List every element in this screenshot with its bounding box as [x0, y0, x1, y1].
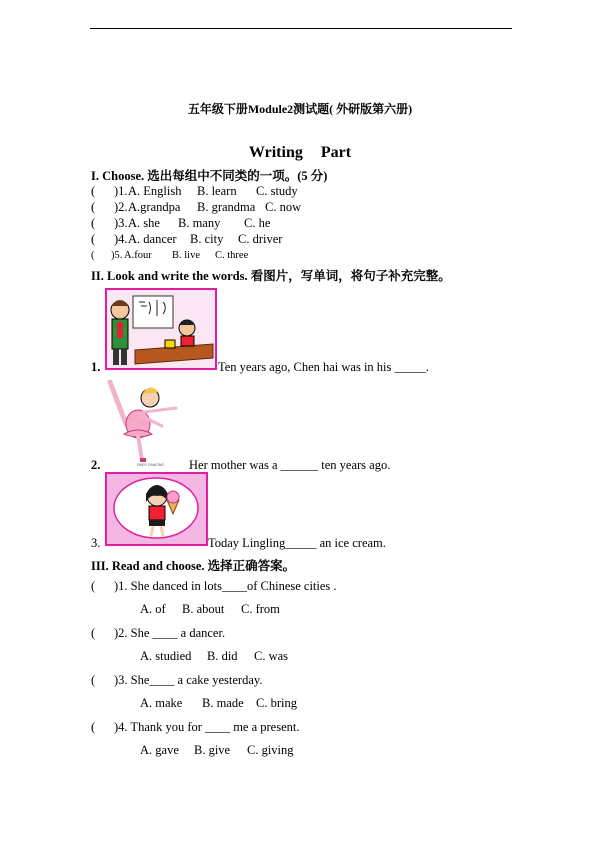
option-c: C. three — [215, 250, 249, 261]
question-text: Ten years ago, Chen hai was in his _____. — [218, 360, 429, 374]
option-a: A. she — [128, 216, 160, 230]
option-b: B. many — [178, 216, 221, 230]
question-number: 3. — [91, 536, 101, 550]
answer-paren: ( — [91, 626, 96, 640]
option-b: B. learn — [197, 184, 237, 198]
question-number: )3. — [114, 216, 128, 230]
option-a: A.four — [124, 250, 152, 261]
part-title: Writing Part — [248, 144, 352, 161]
answer-paren: ( — [91, 579, 96, 593]
answer-paren: ( — [91, 232, 96, 246]
answer-paren: ( — [91, 200, 96, 214]
option-a: A. studied — [140, 649, 192, 663]
option-a: A. make — [140, 696, 183, 710]
section2-heading: II. Look and write the words. 看图片，写单词，将句子补充完整。 — [91, 269, 451, 283]
option-a: A.grandpa — [128, 200, 181, 214]
option-c: C. giving — [247, 743, 294, 757]
option-b: B. about — [182, 602, 225, 616]
ice-cream-picture — [105, 472, 208, 546]
option-b: B. live — [172, 250, 200, 261]
question-stem: )1. She danced in lots____of Chinese cities . — [114, 579, 337, 593]
option-c: C. bring — [256, 696, 297, 710]
question-stem: )2. She ____ a dancer. — [114, 626, 226, 640]
document-title: 五年级下册Module2测试题( 外研版第六册) — [187, 102, 413, 116]
question-stem: )4. Thank you for ____ me a present. — [114, 720, 300, 734]
option-a: A. dancer — [128, 232, 177, 246]
answer-paren: ( — [91, 184, 96, 198]
option-c: C. was — [254, 649, 289, 663]
question-number: )1. — [114, 184, 128, 198]
option-a: A. of — [140, 602, 166, 616]
option-a: A. gave — [140, 743, 179, 757]
section1-heading: I. Choose. 选出每组中不同类的一项。(5 分) — [91, 169, 328, 183]
section3-heading: III. Read and choose. 选择正确答案。 — [91, 559, 296, 573]
option-c: C. driver — [238, 232, 283, 246]
question-number: 2. — [91, 458, 101, 472]
question-number: )5. — [111, 250, 123, 261]
top-rule — [90, 28, 512, 29]
option-b: B. city — [190, 232, 224, 246]
question-number: 1. — [91, 360, 101, 374]
dancer-picture — [104, 376, 188, 468]
question-text: Her mother was a ______ ten years ago. — [189, 458, 391, 472]
classroom-picture — [105, 288, 217, 370]
option-b: B. did — [207, 649, 238, 663]
answer-paren: ( — [91, 216, 96, 230]
dancer-caption: FAIRY DANCING — [137, 463, 165, 467]
answer-paren: ( — [91, 720, 96, 734]
question-number: )4. — [114, 232, 128, 246]
option-a: A. English — [128, 184, 182, 198]
option-c: C. from — [241, 602, 280, 616]
question-text: Today Lingling_____ an ice cream. — [208, 536, 386, 550]
option-c: C. now — [265, 200, 302, 214]
option-b: B. give — [194, 743, 231, 757]
option-b: B. grandma — [197, 200, 256, 214]
option-c: C. study — [256, 184, 298, 198]
answer-paren: ( — [91, 250, 95, 261]
option-b: B. made — [202, 696, 244, 710]
option-c: C. he — [244, 216, 271, 230]
question-number: )2. — [114, 200, 128, 214]
answer-paren: ( — [91, 673, 96, 687]
question-stem: )3. She____ a cake yesterday. — [114, 673, 263, 687]
